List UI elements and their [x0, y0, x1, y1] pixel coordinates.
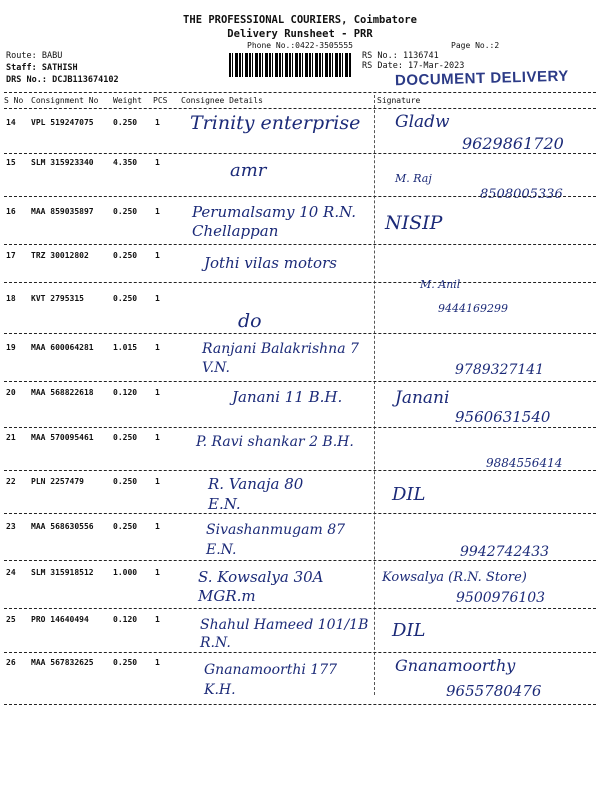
row-signature: Kowsalya (R.N. Store)	[382, 570, 527, 585]
row-weight: 0.250	[113, 294, 138, 303]
row-signature: M. Raj	[395, 172, 432, 185]
row-rule	[4, 153, 596, 154]
row-rule	[4, 333, 596, 334]
row-phone: 9444169299	[438, 302, 508, 315]
route-label: Route:	[6, 51, 37, 61]
row-signature: Gladw	[395, 112, 450, 132]
row-consignee-handwritten: Janani 11 B.H.	[232, 388, 343, 406]
row-consignment: MAA 570095461	[31, 433, 94, 442]
row-sno: 25	[6, 615, 16, 624]
row-phone: 9789327141	[455, 362, 545, 378]
row-consignment: SLM 315923340	[31, 158, 94, 167]
staff-value: SATHISH	[41, 63, 78, 73]
row-consignee-handwritten: Ranjani Balakrishna 7 V.N.	[202, 341, 359, 376]
phone-number: Phone No.:0422-3505555	[247, 41, 353, 50]
signature-column-divider	[374, 95, 375, 695]
header-top-rule	[4, 92, 596, 93]
row-weight: 0.250	[113, 522, 138, 531]
row-signature: M. Anil	[420, 278, 461, 291]
header-bottom-rule	[4, 108, 596, 109]
row-rule	[4, 381, 596, 382]
row-pcs: 1	[155, 615, 160, 624]
row-consignee-handwritten: R. Vanaja 80 E.N.	[208, 475, 304, 513]
row-rule	[4, 513, 596, 514]
row-weight: 0.250	[113, 658, 138, 667]
row-sno: 17	[6, 251, 16, 260]
row-consignee-handwritten: S. Kowsalya 30A MGR.m	[198, 568, 324, 605]
row-rule	[4, 560, 596, 561]
row-sno: 18	[6, 294, 16, 303]
row-consignment: PRO 14640494	[31, 615, 89, 624]
staff-line	[6, 63, 78, 73]
row-phone: 9884556414	[486, 456, 563, 470]
row-phone: 9942742433	[460, 544, 550, 560]
rs-date: RS Date: 17-Mar-2023	[362, 61, 465, 71]
row-weight: 0.250	[113, 207, 138, 216]
row-consignee-handwritten: Gnanamoorthi 177 K.H.	[204, 662, 338, 698]
col-header-pcs: PCS	[153, 96, 168, 105]
row-rule	[4, 427, 596, 428]
row-consignment: MAA 568822618	[31, 388, 94, 397]
row-pcs: 1	[155, 158, 160, 167]
row-sno: 24	[6, 568, 16, 577]
row-phone: 9560631540	[455, 408, 551, 426]
row-sno: 26	[6, 658, 16, 667]
row-consignment: KVT 2795315	[31, 294, 84, 303]
col-header-weight: Weight	[113, 96, 142, 105]
route-value: BABU	[41, 51, 63, 61]
barcode-image	[229, 53, 351, 77]
staff-label: Staff:	[6, 63, 37, 73]
row-pcs: 1	[155, 522, 160, 531]
runsheet-title: Delivery Runsheet - PRR	[227, 28, 373, 40]
row-rule	[4, 282, 596, 283]
row-weight: 0.250	[113, 477, 138, 486]
row-weight: 0.250	[113, 251, 138, 260]
row-sno: 16	[6, 207, 16, 216]
row-sno: 20	[6, 388, 16, 397]
row-pcs: 1	[155, 343, 160, 352]
row-weight: 0.120	[113, 388, 138, 397]
row-sno: 15	[6, 158, 16, 167]
row-signature: Janani	[395, 388, 450, 408]
row-consignee-handwritten: P. Ravi shankar 2 B.H.	[196, 434, 354, 450]
col-header-sno: S No	[4, 96, 24, 105]
row-pcs: 1	[155, 251, 160, 260]
row-pcs: 1	[155, 568, 160, 577]
row-rule	[4, 196, 596, 197]
col-header-consignment: Consignment No	[31, 96, 99, 105]
row-phone: 8508005336	[480, 187, 563, 202]
row-phone: 9629861720	[462, 134, 564, 153]
row-consignment: MAA 859035897	[31, 207, 94, 216]
row-rule	[4, 470, 596, 471]
row-signature: Gnanamoorthy	[395, 656, 516, 675]
col-header-consignee: Consignee Details	[181, 96, 263, 105]
row-pcs: 1	[155, 207, 160, 216]
row-signature: NISIP	[385, 212, 443, 234]
row-consignment: SLM 315918512	[31, 568, 94, 577]
row-weight: 4.350	[113, 158, 138, 167]
row-sno: 21	[6, 433, 16, 442]
row-consignment: MAA 567832625	[31, 658, 94, 667]
row-consignee-handwritten: do	[238, 310, 262, 332]
row-pcs: 1	[155, 433, 160, 442]
row-sno: 19	[6, 343, 16, 352]
route-line	[6, 51, 62, 61]
drs-value: DCJB113674102	[52, 75, 119, 85]
row-consignment: TRZ 30012802	[31, 251, 89, 260]
drs-line	[6, 75, 119, 85]
rs-number: RS No.: 1136741	[362, 51, 439, 61]
row-consignee-handwritten: Trinity enterprise	[190, 112, 361, 134]
row-weight: 0.250	[113, 118, 138, 127]
row-consignment: MAA 568630556	[31, 522, 94, 531]
row-consignee-handwritten: Sivashanmugam 87 E.N.	[206, 522, 346, 558]
drs-label: DRS No.:	[6, 75, 47, 85]
row-signature: DIL	[392, 620, 426, 641]
row-weight: 1.000	[113, 568, 138, 577]
row-sno: 23	[6, 522, 16, 531]
row-pcs: 1	[155, 294, 160, 303]
row-consignment: MAA 600064281	[31, 343, 94, 352]
row-pcs: 1	[155, 388, 160, 397]
row-consignment: VPL 519247075	[31, 118, 94, 127]
page-number: Page No.:2	[451, 41, 500, 50]
row-weight: 0.120	[113, 615, 138, 624]
company-title: THE PROFESSIONAL COURIERS, Coimbatore	[183, 14, 417, 26]
row-pcs: 1	[155, 658, 160, 667]
col-header-signature: Signature	[377, 96, 421, 105]
row-sno: 22	[6, 477, 16, 486]
row-weight: 1.015	[113, 343, 138, 352]
document-delivery-stamp: DOCUMENT DELIVERY	[394, 67, 569, 90]
row-phone: 9500976103	[456, 590, 546, 606]
row-sno: 14	[6, 118, 16, 127]
row-pcs: 1	[155, 118, 160, 127]
row-weight: 0.250	[113, 433, 138, 442]
row-rule	[4, 704, 596, 705]
row-rule	[4, 652, 596, 653]
row-consignee-handwritten: Jothi vilas motors	[204, 254, 337, 272]
row-phone: 9655780476	[446, 682, 542, 700]
row-rule	[4, 608, 596, 609]
row-consignee-handwritten: Shahul Hameed 101/1B R.N.	[200, 617, 369, 651]
row-consignee-handwritten: amr	[230, 160, 267, 181]
row-signature: DIL	[392, 484, 426, 505]
row-pcs: 1	[155, 477, 160, 486]
row-consignee-handwritten: Perumalsamy 10 R.N. Chellappan	[192, 203, 357, 240]
row-rule	[4, 244, 596, 245]
row-consignment: PLN 2257479	[31, 477, 84, 486]
